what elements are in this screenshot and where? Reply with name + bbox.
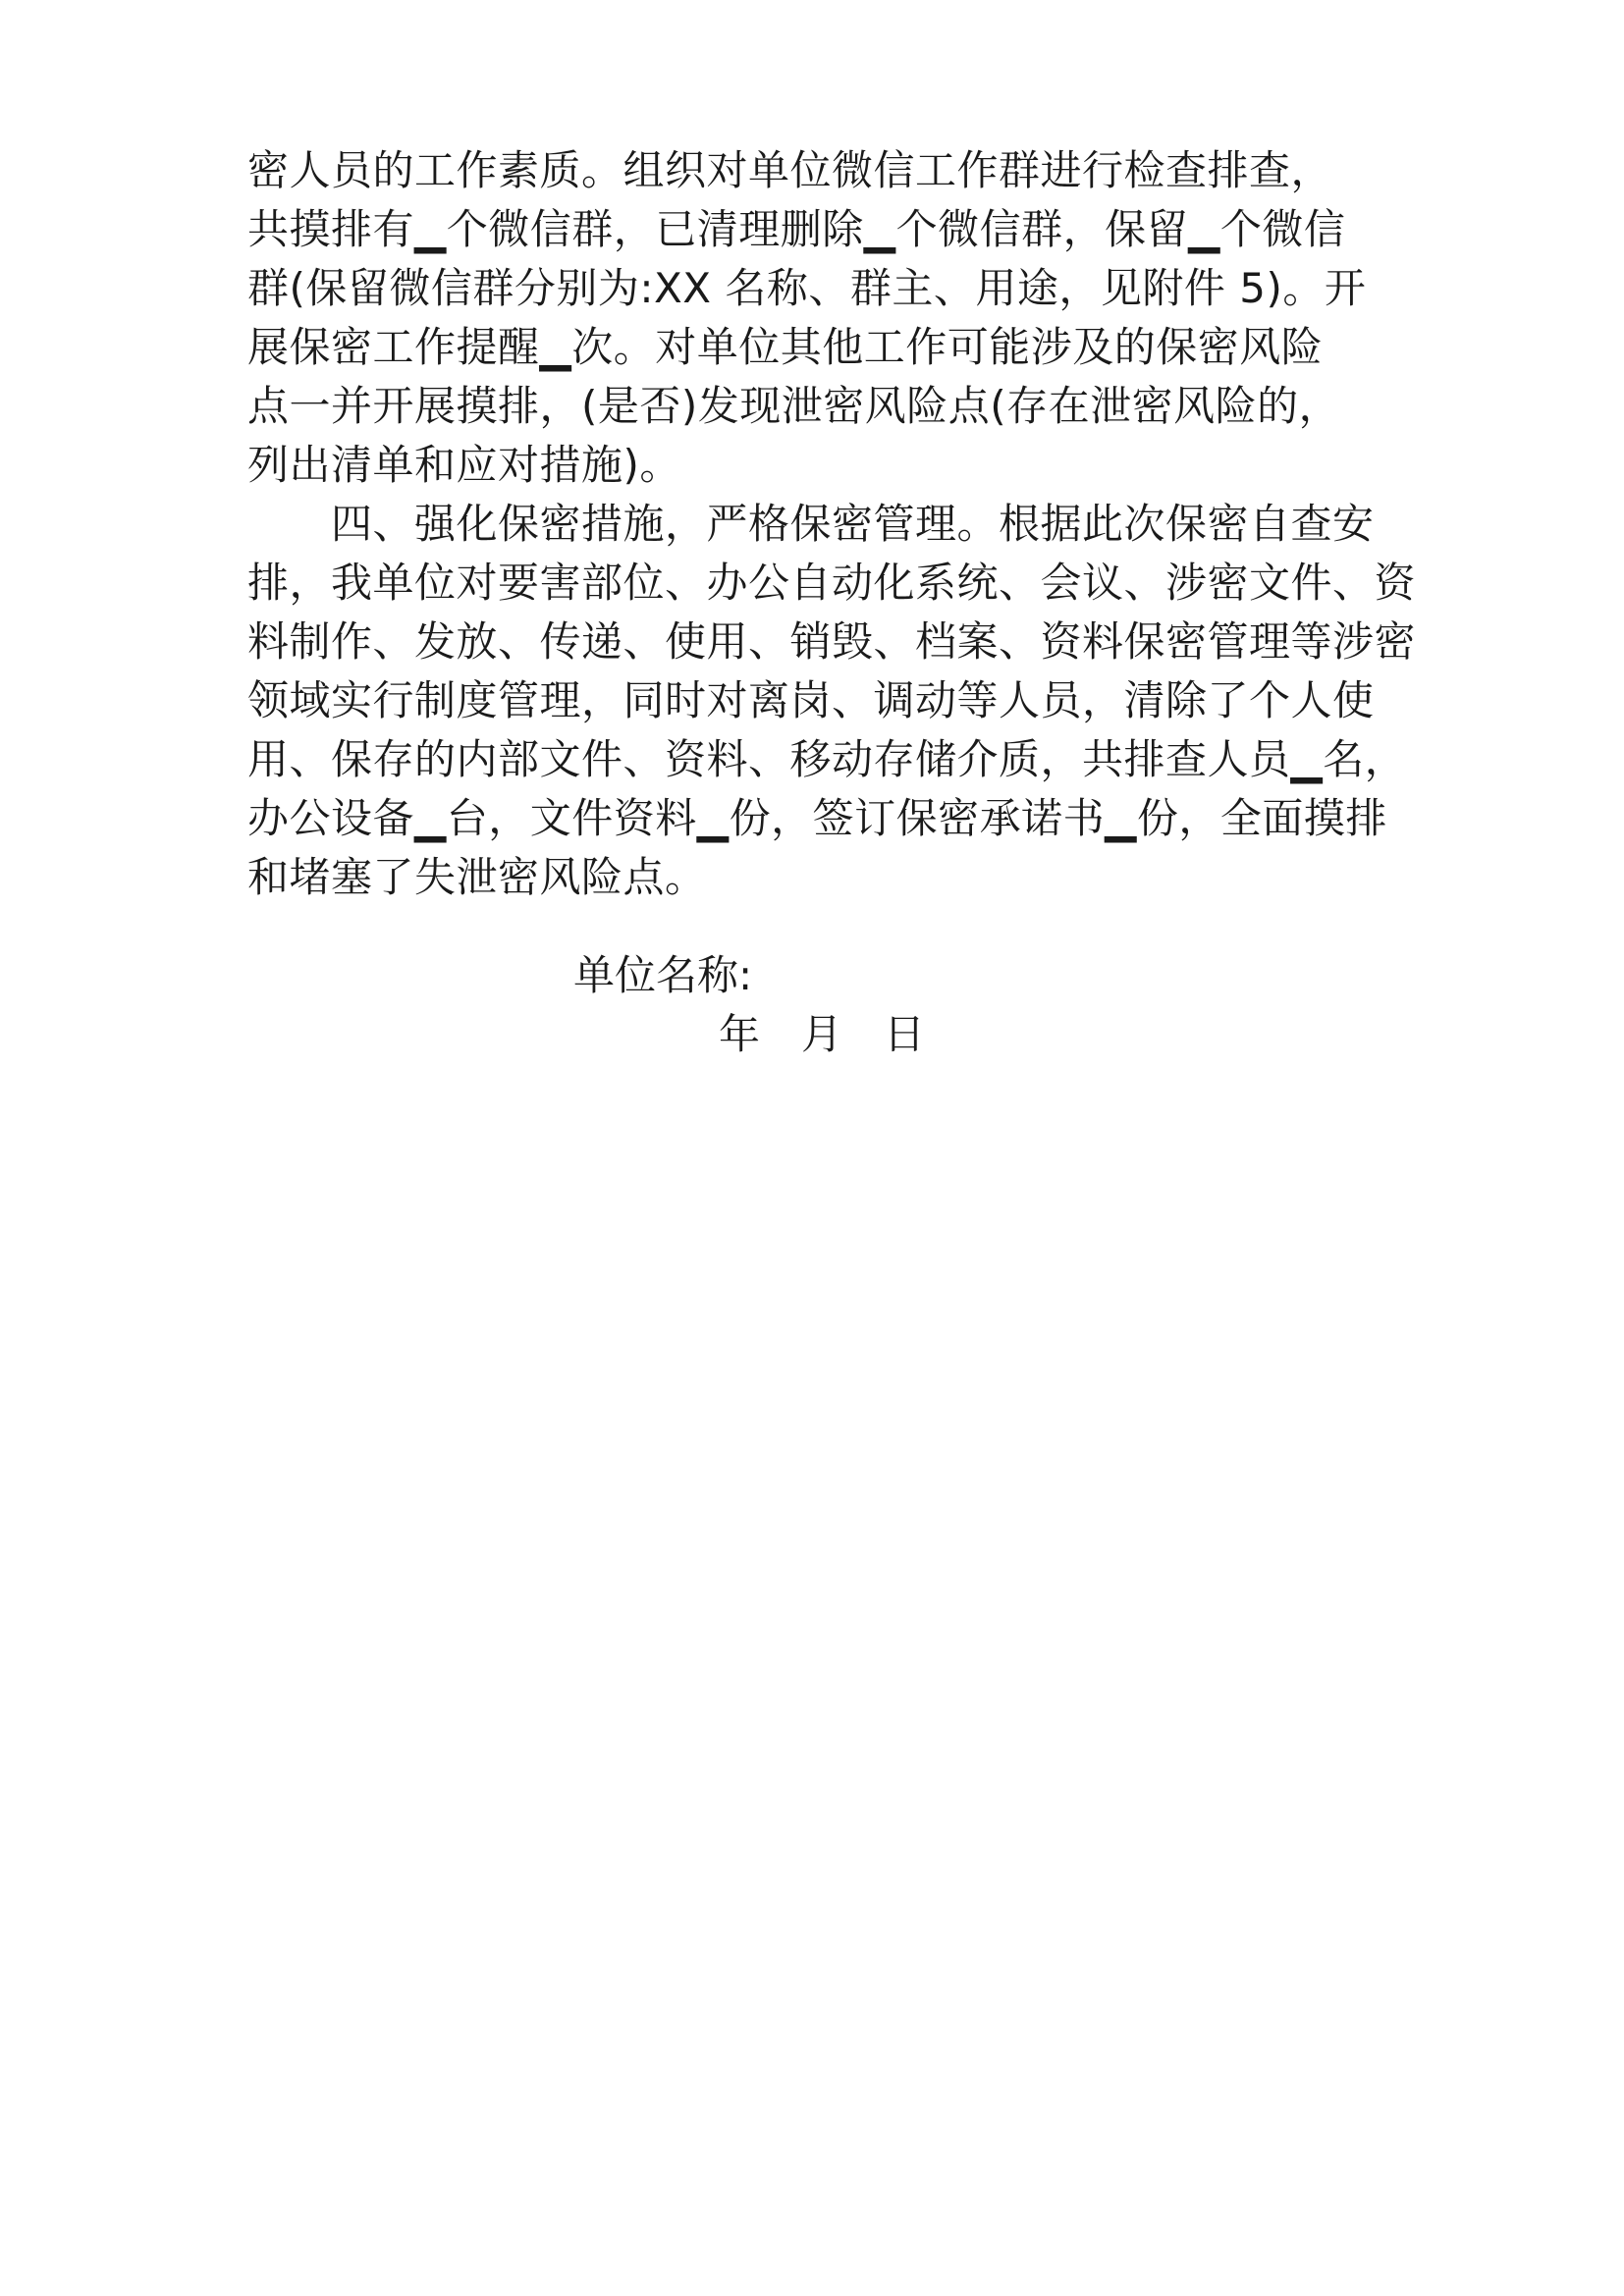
paragraph-line: 共摸排有▁个微信群，已清理删除▁个微信群，保留▁个微信 (247, 205, 1346, 253)
paragraph-line: 展保密工作提醒▁次。对单位其他工作可能涉及的保密风险 (247, 323, 1324, 371)
paragraph-line: 领域实行制度管理，同时对离岗、调动等人员，清除了个人使 (247, 676, 1375, 724)
date-line: 年 月 日 (719, 1010, 926, 1058)
paragraph-line: 用、保存的内部文件、资料、移动存储介质，共排查人员▁名， (247, 735, 1407, 783)
paragraph-line: 四、强化保密措施，严格保密管理。根据此次保密自查安 (247, 500, 1375, 548)
paragraph-line: 群(保留微信群分别为:XX 名称、群主、用途，见附件 5)。开 (247, 264, 1367, 312)
unit-name-label: 单位名称: (573, 951, 753, 999)
paragraph-line: 点一并开展摸排，(是否)发现泄密风险点(存在泄密风险的， (247, 382, 1341, 430)
paragraph-line: 排，我单位对要害部位、办公自动化系统、会议、涉密文件、资 (247, 559, 1417, 607)
paragraph-line: 列出清单和应对措施)。 (247, 441, 681, 489)
paragraph-line: 密人员的工作素质。组织对单位微信工作群进行检查排查， (247, 146, 1333, 194)
paragraph-line: 和堵塞了失泄密风险点。 (247, 853, 707, 901)
paragraph-line: 料制作、发放、传递、使用、销毁、档案、资料保密管理等涉密 (247, 617, 1417, 666)
paragraph-line: 办公设备▁台，文件资料▁份，签订保密承诺书▁份，全面摸排 (247, 794, 1387, 842)
